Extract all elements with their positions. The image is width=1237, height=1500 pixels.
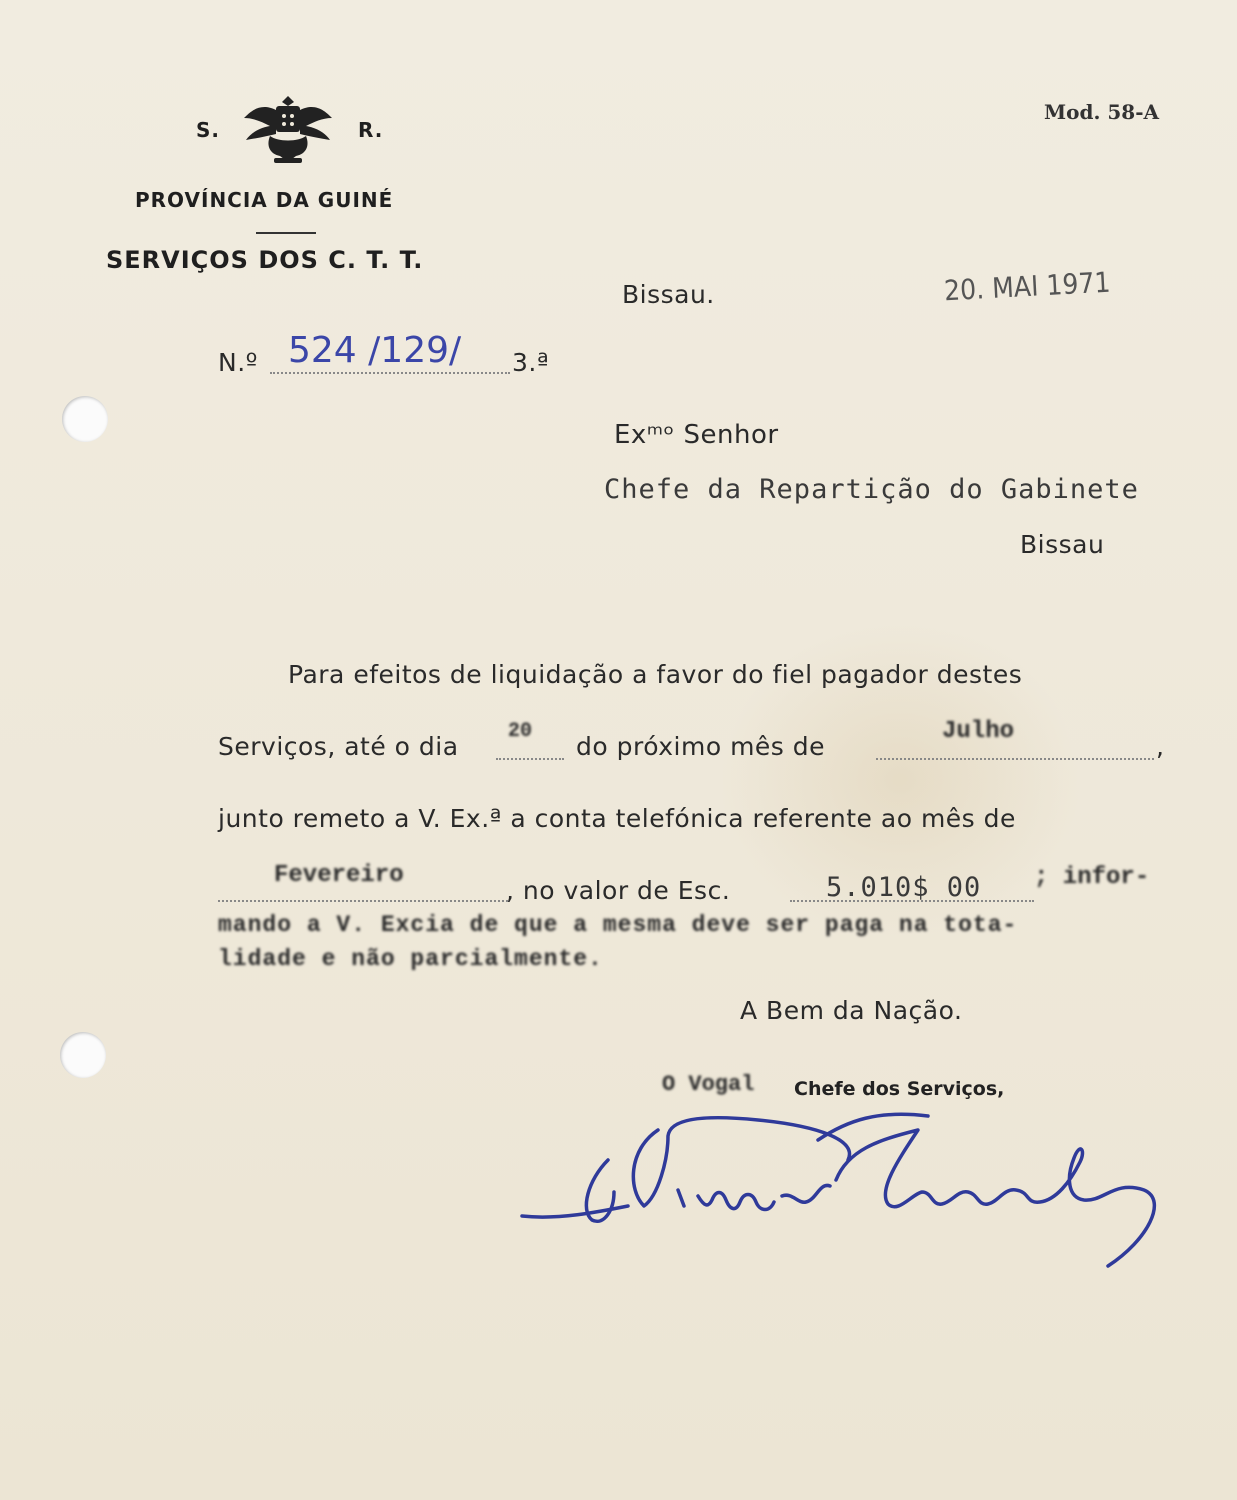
reference-prefix: N.º bbox=[218, 348, 258, 377]
typed-continuation-2: mando a V. Excia de que a mesma deve ser paga na tota- bbox=[218, 912, 1018, 938]
body-line-2-end: , bbox=[1156, 732, 1165, 761]
due-day: 20 bbox=[508, 720, 533, 743]
due-month: Julho bbox=[942, 718, 1015, 745]
typed-continuation-3: lidade e não parcialmente. bbox=[218, 946, 603, 972]
place-city: Bissau. bbox=[622, 280, 715, 309]
services-name: SERVIÇOS DOS C. T. T. bbox=[106, 246, 424, 274]
body-line-2-mid: do próximo mês de bbox=[576, 732, 826, 761]
amount-value: 5.010$ 00 bbox=[826, 872, 982, 903]
date-stamp: 20. MAI 1971 bbox=[943, 265, 1112, 308]
body-line-4-start: , no valor de Esc. bbox=[506, 876, 731, 905]
body-line-1: Para efeitos de liquidação a favor do fiel pagador destes bbox=[288, 660, 1023, 689]
header-s-letter: S. bbox=[196, 118, 221, 142]
header-divider bbox=[256, 232, 316, 234]
reference-handwritten-number: 524 /129/ bbox=[288, 330, 462, 371]
day-dotted-line bbox=[496, 758, 564, 760]
punch-hole-bottom bbox=[60, 1032, 106, 1078]
role-prefix: O Vogal bbox=[662, 1072, 755, 1097]
month-ref-dotted-line bbox=[218, 900, 508, 902]
closing-formula: A Bem da Nação. bbox=[740, 996, 963, 1025]
form-model-number: Mod. 58-A bbox=[1044, 100, 1160, 124]
signatory-role: Chefe dos Serviços, bbox=[794, 1078, 1005, 1100]
header-r-letter: R. bbox=[358, 118, 384, 142]
reference-dotted-line bbox=[270, 372, 510, 374]
punch-hole-top bbox=[62, 396, 108, 442]
body-line-3: junto remeto a V. Ex.ª a conta telefónica referente ao mês de bbox=[218, 804, 1016, 833]
handwritten-signature bbox=[518, 1100, 1178, 1270]
addressee-salutation: Exᵐᵒ Senhor bbox=[614, 420, 779, 450]
reference-month: Fevereiro bbox=[274, 862, 404, 889]
body-line-2-start: Serviços, até o dia bbox=[218, 732, 459, 761]
coat-of-arms-icon bbox=[240, 92, 336, 166]
reference-suffix: 3.ª bbox=[512, 348, 550, 377]
typed-continuation-1: ; infor- bbox=[1034, 864, 1150, 891]
addressee-city: Bissau bbox=[1020, 530, 1105, 559]
province-name: PROVÍNCIA DA GUINÉ bbox=[135, 188, 394, 212]
addressee-title: Chefe da Repartição do Gabinete bbox=[604, 474, 1139, 505]
month-due-dotted-line bbox=[876, 758, 1154, 760]
